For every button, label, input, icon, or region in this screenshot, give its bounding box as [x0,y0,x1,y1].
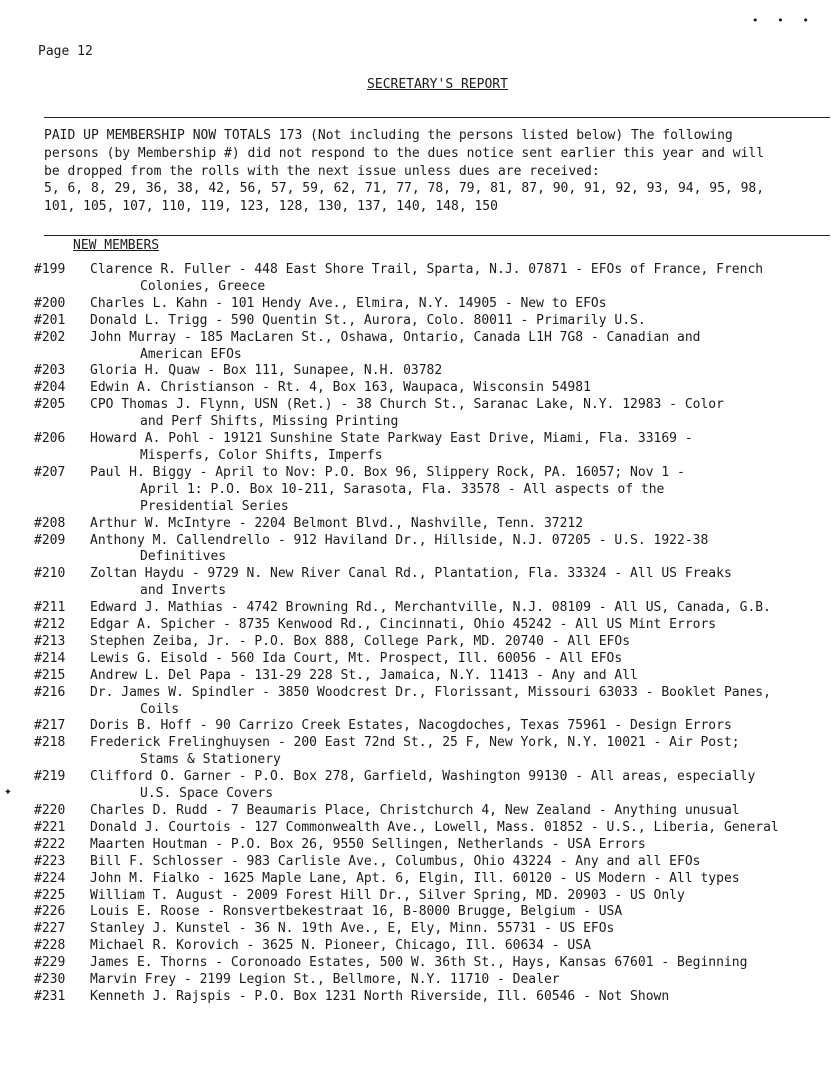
member-line: Donald L. Trigg - 590 Quentin St., Aurora, Colo. 80011 - Primarily U.S. [90,312,646,328]
member-line-continued: Definitives [140,549,227,565]
member-line: Charles L. Kahn - 101 Hendy Ave., Elmira, N.Y. 14905 - New to EFOs [90,295,607,311]
divider-top [44,117,830,118]
member-number: #199 [34,262,66,277]
member-line-continued: Stams & Stationery [140,752,281,768]
member-details [90,904,826,921]
member-details [90,820,826,837]
member-details [90,668,826,685]
member-line-continued: American EFOs [140,346,242,362]
list-item [0,888,839,905]
list-item [0,871,839,888]
member-number: #216 [34,684,66,700]
member-details [90,397,826,431]
member-line: Louis E. Roose - Ronsvertbekestraat 16, B-8000 Brugge, Belgium - USA [90,904,623,920]
member-line: Anthony M. Callendrello - 912 Haviland Dr., Hillside, N.J. 07205 - U.S. 1922-38 [90,532,709,548]
member-line: Maarten Houtman - P.O. Box 26, 9550 Sellingen, Netherlands - USA Errors [90,836,646,852]
member-line: Gloria H. Quaw - Box 111, Sunapee, N.H. 03782 [90,363,443,379]
member-number: #202 [34,329,66,345]
member-line: Bill F. Schlosser - 983 Carlisle Ave., Columbus, Ohio 43224 - Any and all EFOs [90,853,701,869]
member-line: William T. August - 2009 Forest Hill Dr., Silver Spring, MD. 20903 - US Only [90,887,685,903]
member-number: #207 [34,464,66,480]
list-item [0,854,839,871]
member-number: #210 [34,566,66,582]
member-number: #225 [34,887,66,903]
member-details [90,566,826,600]
list-item [0,938,839,955]
member-number: #224 [34,870,66,886]
list-item [0,769,839,803]
list-item [0,397,839,431]
corner-specks: • • • [751,14,815,27]
member-number: #201 [34,312,66,328]
member-details [90,955,826,972]
member-line: Michael R. Korovich - 3625 N. Pioneer, Chicago, Ill. 60634 - USA [90,938,591,954]
list-item [0,634,839,651]
member-line: Edgar A. Spicher - 8735 Kenwood Rd., Cincinnati, Ohio 45242 - All US Mint Errors [90,617,717,633]
page-number: Page 12 [38,44,93,59]
member-details [90,431,826,465]
member-details [90,735,826,769]
member-details [90,262,826,296]
member-details [90,634,826,651]
member-number: #222 [34,836,66,852]
member-number: #231 [34,988,66,1004]
member-number: #219 [34,769,66,785]
member-details [90,769,826,803]
member-line: Clarence R. Fuller - 448 East Shore Trail, Sparta, N.J. 07871 - EFOs of France, French [90,262,764,277]
member-details [90,989,826,1006]
member-line: Edward J. Mathias - 4742 Browning Rd., Merchantville, N.J. 08109 - All US, Canada, G.B. [90,600,771,616]
list-item [0,820,839,837]
list-item [0,972,839,989]
list-item [0,465,839,516]
list-item [0,803,839,820]
member-number: #227 [34,921,66,937]
list-item [0,262,839,296]
member-details [90,533,826,567]
list-item [0,533,839,567]
member-line: Doris B. Hoff - 90 Carrizo Creek Estates, Nacogdoches, Texas 75961 - Design Errors [90,718,732,734]
member-details [90,617,826,634]
member-line: John Murray - 185 MacLaren St., Oshawa, Ontario, Canada L1H 7G8 - Canadian and [90,329,701,345]
member-line-continued: and Inverts [140,583,227,599]
list-item [0,921,839,938]
member-line: Arthur W. McIntyre - 2204 Belmont Blvd., Nashville, Tenn. 37212 [90,515,584,531]
member-line-continued: U.S. Space Covers [140,786,274,802]
member-details [90,296,826,313]
list-item [0,668,839,685]
member-line: Stephen Zeiba, Jr. - P.O. Box 888, College Park, MD. 20740 - All EFOs [90,633,631,649]
list-item [0,516,839,533]
member-line: Donald J. Courtois - 127 Commonwealth Ave., Lowell, Mass. 01852 - U.S., Liberia, General [90,819,779,835]
member-details [90,600,826,617]
list-item [0,989,839,1006]
member-line: CPO Thomas J. Flynn, USN (Ret.) - 38 Church St., Saranac Lake, N.Y. 12983 - Color [90,397,724,413]
member-line-continued: and Perf Shifts, Missing Printing [140,414,399,430]
member-details [90,380,826,397]
list-item [0,718,839,735]
member-number: #211 [34,600,66,616]
member-line: Andrew L. Del Papa - 131-29 228 St., Jamaica, N.Y. 11413 - Any and All [90,667,638,683]
member-number: #230 [34,972,66,988]
margin-arrow-mark: ✦ [4,784,12,799]
member-details [90,888,826,905]
member-line: Edwin A. Christianson - Rt. 4, Box 163, Waupaca, Wisconsin 54981 [90,380,591,396]
divider-middle [44,235,830,236]
member-details [90,651,826,668]
member-line: Charles D. Rudd - 7 Beaumaris Place, Christchurch 4, New Zealand - Anything unusual [90,803,740,818]
member-details [90,718,826,735]
member-number: #226 [34,904,66,920]
member-line: Marvin Frey - 2199 Legion St., Bellmore, N.Y. 11710 - Dealer [90,972,560,988]
member-details [90,685,826,719]
list-item [0,566,839,600]
member-details [90,871,826,888]
member-number: #209 [34,532,66,548]
member-number: #213 [34,633,66,649]
member-line: Zoltan Haydu - 9729 N. New River Canal Rd., Plantation, Fla. 33324 - All US Freaks [90,566,732,582]
member-number: #214 [34,650,66,666]
dues-notice-paragraph: PAID UP MEMBERSHIP NOW TOTALS 173 (Not including the persons listed below) The following persons (by Membership #) did not respond to the dues notice sent earlier this year and will be dropped from the rolls with the next issue unless dues are received: 5, 6, 8, 29, 36, 38, 42, 56, 57, 59, 62, 71, 77, 78, 79, 81, 87, 90, 91, 92, 93, 94, 95, 98, 101, 105, 107, 110, 119, 123, 128, 130, 137, 140, 148, 150 [44,128,765,215]
report-title-text: SECRETARY'S REPORT [367,77,508,92]
member-line-continued: Colonies, Greece [140,278,266,294]
report-title [0,77,839,92]
member-details [90,516,826,533]
member-line: Stanley J. Kunstel - 36 N. 19th Ave., E, Ely, Minn. 55731 - US EFOs [90,921,615,937]
member-line: Kenneth J. Rajspis - P.O. Box 1231 North Riverside, Ill. 60546 - Not Shown [90,988,670,1004]
member-number: #206 [34,431,66,447]
list-item [0,296,839,313]
member-line: Howard A. Pohl - 19121 Sunshine State Parkway East Drive, Miami, Fla. 33169 - [90,431,693,447]
member-details [90,854,826,871]
member-line-continued: Misperfs, Color Shifts, Imperfs [140,447,383,463]
member-number: #228 [34,938,66,954]
list-item [0,685,839,719]
member-number: #221 [34,819,66,835]
list-item [0,600,839,617]
member-details [90,972,826,989]
member-number: #215 [34,667,66,683]
member-number: #223 [34,853,66,869]
member-details [90,938,826,955]
list-item [0,380,839,397]
member-line: Frederick Frelinghuysen - 200 East 72nd St., 25 F, New York, N.Y. 10021 - Air Post; [90,735,740,751]
member-line: Dr. James W. Spindler - 3850 Woodcrest Dr., Florissant, Missouri 63033 - Booklet Panes, [90,684,771,700]
member-number: #200 [34,295,66,311]
member-details [90,465,826,516]
member-number: #218 [34,735,66,751]
member-line: Paul H. Biggy - April to Nov: P.O. Box 96, Slippery Rock, PA. 16057; Nov 1 - [90,464,685,480]
member-line: James E. Thorns - Coronoado Estates, 500 W. 36th St., Hays, Kansas 67601 - Beginning [90,955,748,971]
member-details [90,921,826,938]
new-members-heading: NEW MEMBERS [73,238,160,253]
list-item [0,330,839,364]
member-details [90,313,826,330]
member-details [90,803,826,820]
list-item [0,651,839,668]
list-item [0,617,839,634]
member-number: #212 [34,617,66,633]
member-number: #203 [34,363,66,379]
member-line: John M. Fialko - 1625 Maple Lane, Apt. 6, Elgin, Ill. 60120 - US Modern - All types [90,870,740,886]
member-line: Clifford O. Garner - P.O. Box 278, Garfield, Washington 99130 - All areas, especially [90,769,756,785]
member-details [90,330,826,364]
member-line: Lewis G. Eisold - 560 Ida Court, Mt. Prospect, Ill. 60056 - All EFOs [90,650,623,666]
list-item [0,431,839,465]
list-item [0,735,839,769]
new-members-list [0,262,839,1006]
member-number: #220 [34,803,66,818]
member-line-continued: April 1: P.O. Box 10-211, Sarasota, Fla. 33578 - All aspects of the Presidential Series [140,481,665,514]
list-item [0,837,839,854]
member-details [90,363,826,380]
member-line-continued: Coils [140,701,180,717]
member-number: #208 [34,515,66,531]
list-item [0,363,839,380]
member-number: #204 [34,380,66,396]
list-item [0,313,839,330]
member-details [90,837,826,854]
member-number: #229 [34,955,66,971]
list-item [0,904,839,921]
member-number: #205 [34,397,66,413]
member-number: #217 [34,718,66,734]
list-item [0,955,839,972]
